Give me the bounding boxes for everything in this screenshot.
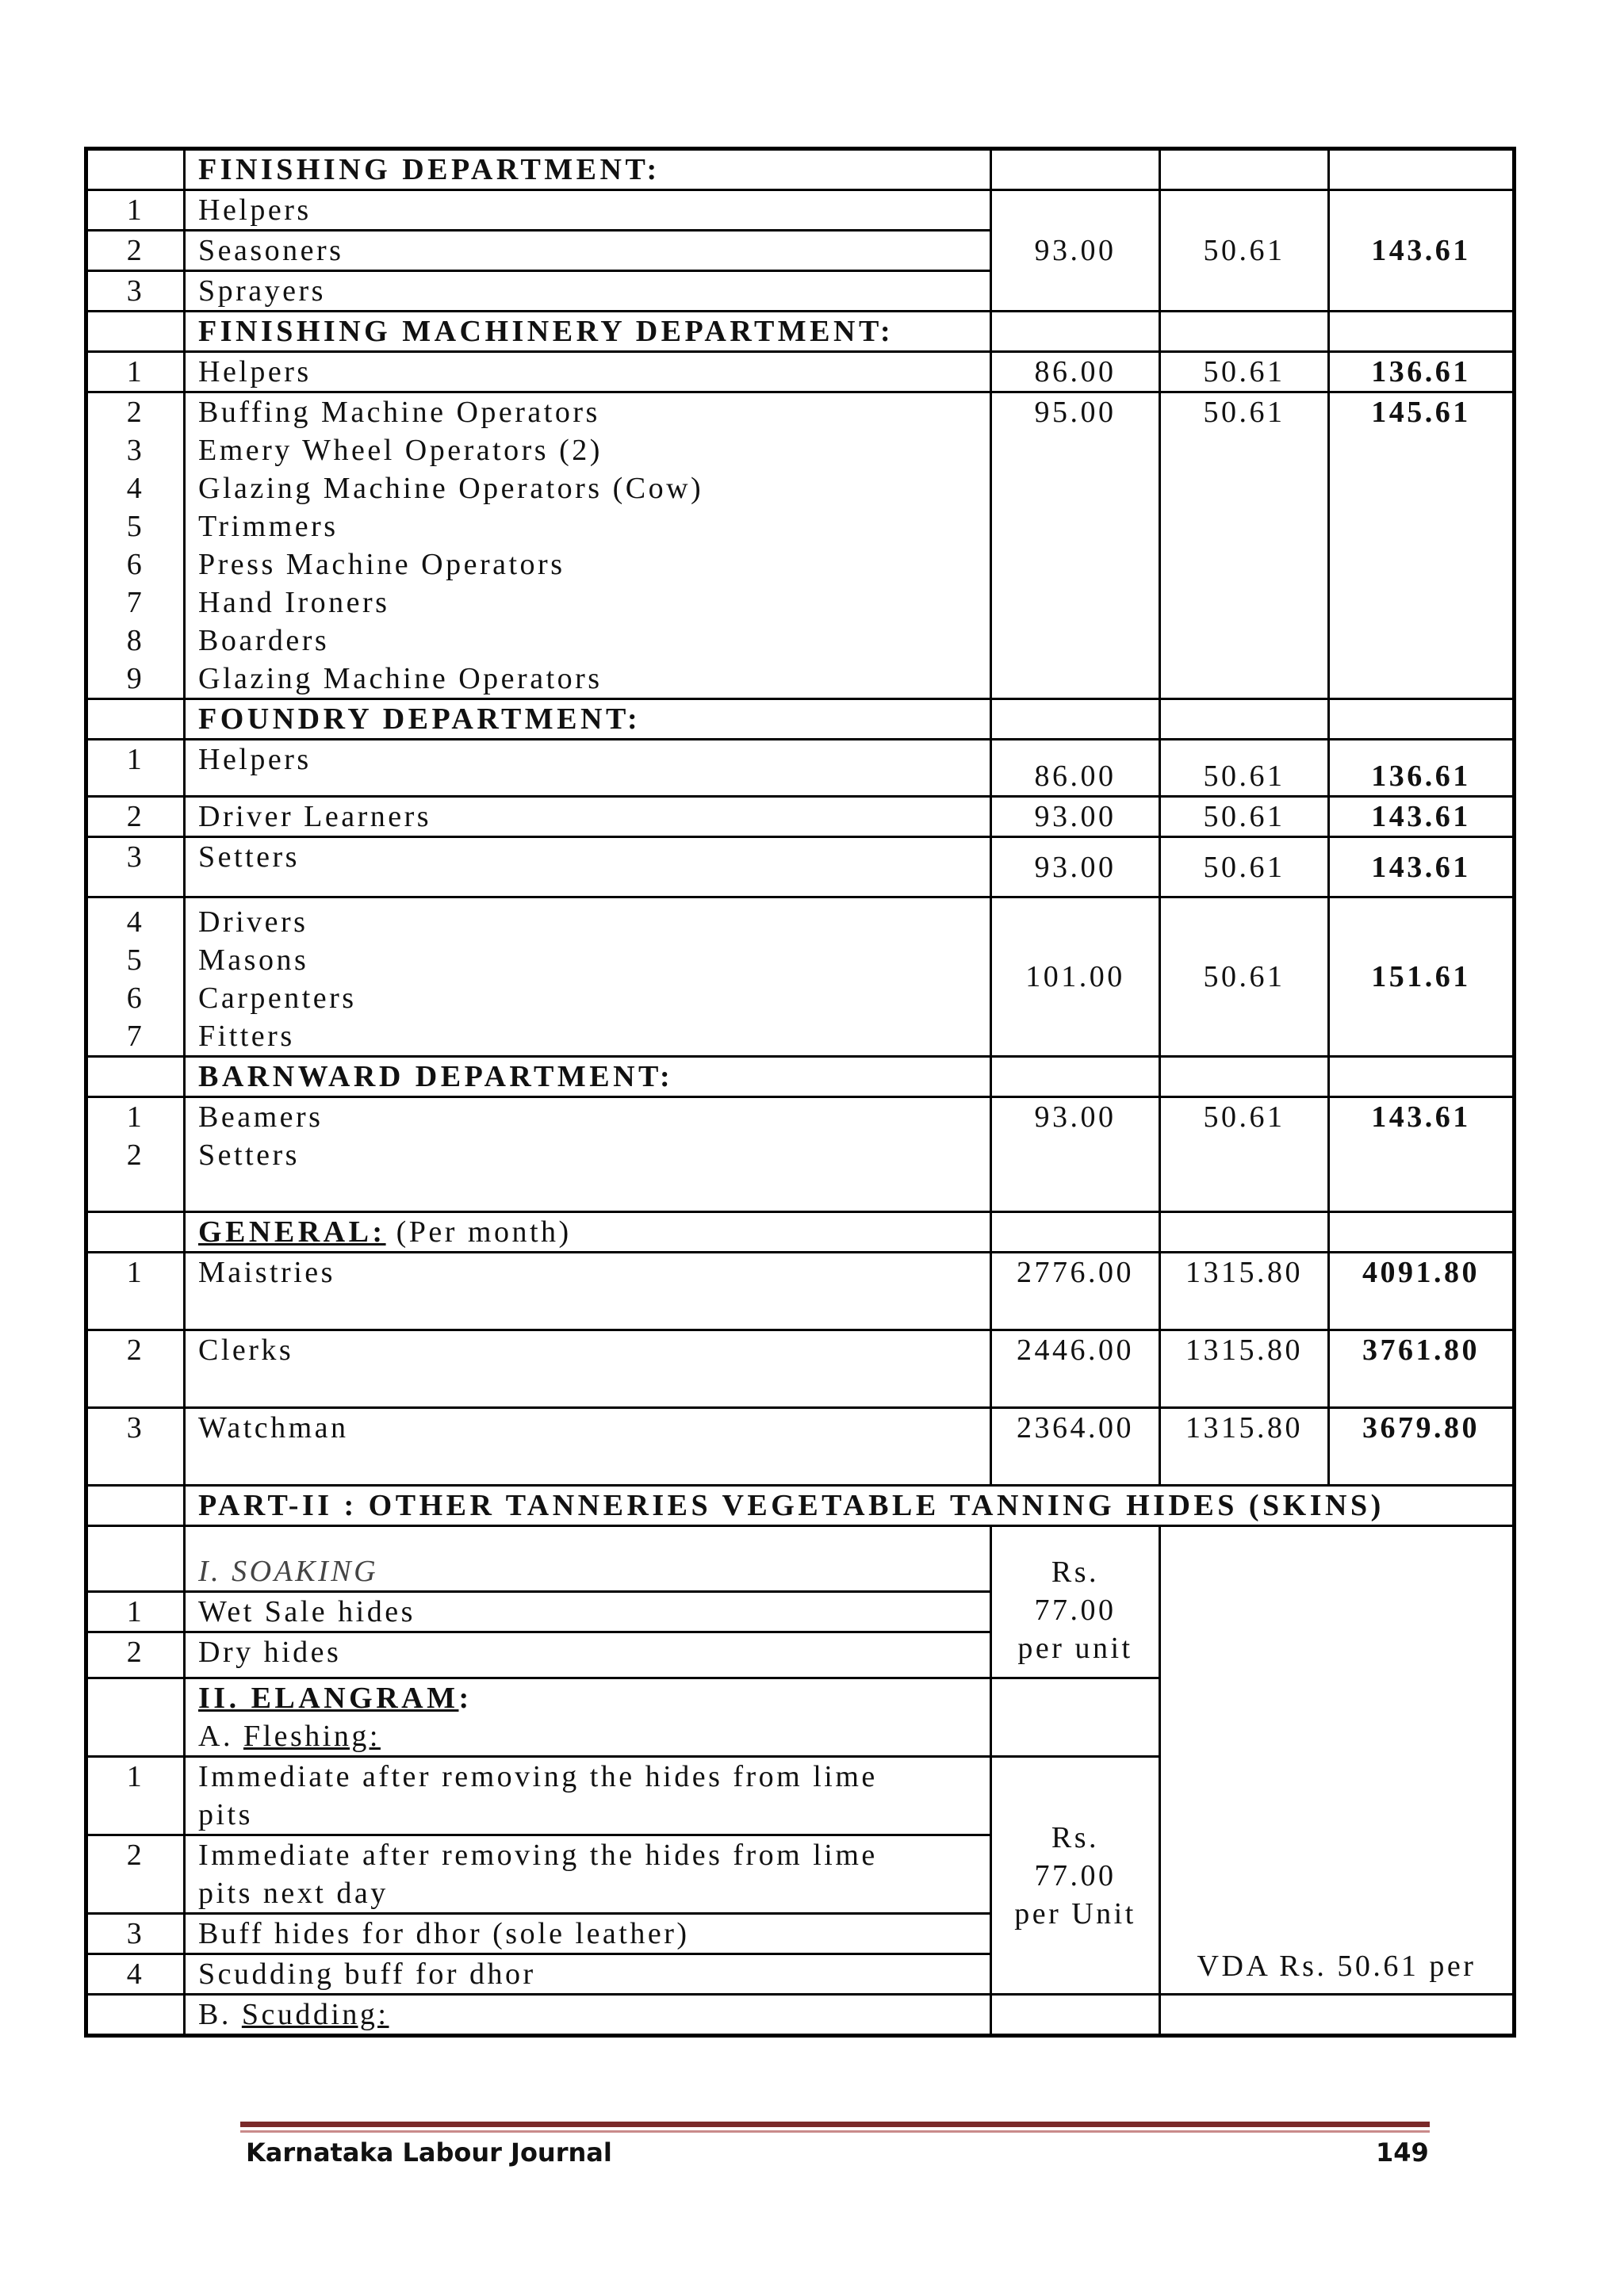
vda-amount: 50.61 (1160, 392, 1329, 699)
elangram-title: II. ELANGRAM (198, 1682, 459, 1715)
row-number: 4 (86, 1954, 185, 1995)
total-wage: 3679.80 (1329, 1408, 1515, 1486)
job-title: Clerks (185, 1330, 991, 1408)
soaking-rate (991, 1526, 1160, 1678)
empty-cell (86, 1678, 185, 1757)
empty-cell (86, 149, 185, 190)
job-title: Helpers (185, 352, 991, 392)
journal-name: Karnataka Labour Journal (246, 2137, 612, 2168)
empty-cell (1160, 699, 1329, 740)
fleshing-label: Fleshing: (243, 1720, 381, 1753)
row-number: 1 (126, 1100, 145, 1134)
vda-amount: 50.61 (1160, 897, 1329, 1057)
empty-cell (991, 1678, 1160, 1757)
empty-cell (1329, 312, 1515, 352)
row-numbers-group (86, 392, 185, 699)
wage-table (84, 147, 1516, 2038)
total-wage: 143.61 (1329, 1097, 1515, 1212)
row-number: 2 (86, 1835, 185, 1914)
empty-cell (1160, 1212, 1329, 1253)
job-title: Drivers (198, 905, 308, 939)
job-title (185, 1835, 991, 1914)
rate-value: 77.00 (1034, 1593, 1116, 1627)
empty-cell (1160, 312, 1329, 352)
job-title: Trimmers (198, 510, 339, 543)
row-number: 3 (86, 837, 185, 897)
row-number: 5 (126, 943, 145, 977)
basic-wage: 93.00 (991, 190, 1160, 312)
basic-wage: 2776.00 (991, 1253, 1160, 1330)
vda-note-cell (1160, 1526, 1515, 1995)
job-title: Boarders (198, 624, 330, 657)
total-wage: 136.61 (1329, 740, 1515, 797)
empty-cell (1160, 1057, 1329, 1097)
row-number: 4 (126, 905, 145, 939)
row-number: 3 (86, 1914, 185, 1954)
basic-wage: 101.00 (991, 897, 1160, 1057)
job-title: Sprayers (185, 271, 991, 312)
empty-cell (1329, 1212, 1515, 1253)
elangram-rate (991, 1757, 1160, 1995)
soaking-label: I. SOAKING (198, 1555, 379, 1588)
row-numbers-group (86, 1097, 185, 1212)
job-title: Setters (198, 1138, 300, 1172)
row-number: 6 (126, 548, 145, 581)
job-title: Emery Wheel Operators (2) (198, 434, 603, 467)
job-title: Wet Sale hides (185, 1592, 991, 1632)
total-wage: 143.61 (1329, 797, 1515, 837)
row-number: 2 (126, 396, 145, 429)
vda-amount: 50.61 (1160, 190, 1329, 312)
row-number: 8 (126, 624, 145, 657)
job-title: Press Machine Operators (198, 548, 565, 581)
general-note: (Per month) (385, 1215, 572, 1249)
total-wage: 4091.80 (1329, 1253, 1515, 1330)
job-title (185, 1757, 991, 1835)
job-title: Hand Ironers (198, 586, 390, 619)
row-number: 5 (126, 510, 145, 543)
empty-cell (1329, 149, 1515, 190)
job-title: Glazing Machine Operators (Cow) (198, 472, 704, 505)
scudding-prefix: B. (198, 1998, 242, 2031)
empty-cell (86, 1212, 185, 1253)
job-title: Glazing Machine Operators (198, 662, 603, 695)
total-wage: 3761.80 (1329, 1330, 1515, 1408)
footer-rule (240, 2122, 1430, 2133)
vda-amount: 50.61 (1160, 797, 1329, 837)
job-title: Fitters (198, 1020, 295, 1053)
job-title: Watchman (185, 1408, 991, 1486)
total-wage: 151.61 (1329, 897, 1515, 1057)
rate-unit: per unit (1017, 1631, 1133, 1665)
vda-amount: 1315.80 (1160, 1330, 1329, 1408)
rate-value: 77.00 (1034, 1858, 1116, 1892)
vda-note: VDA Rs. 50.61 per (1197, 1950, 1477, 1983)
empty-cell (86, 312, 185, 352)
section-title-finishing-machinery: FINISHING MACHINERY DEPARTMENT: (185, 312, 991, 352)
job-titles-group (185, 392, 991, 699)
section-title-foundry: FOUNDRY DEPARTMENT: (185, 699, 991, 740)
row-number: 3 (86, 271, 185, 312)
scudding-label: Scudding: (241, 1998, 389, 2031)
basic-wage: 86.00 (991, 352, 1160, 392)
vda-amount: 1315.80 (1160, 1253, 1329, 1330)
row-number: 1 (86, 740, 185, 797)
job-title: Driver Learners (185, 797, 991, 837)
total-wage: 143.61 (1329, 837, 1515, 897)
empty-cell (991, 312, 1160, 352)
general-title: GENERAL: (198, 1215, 386, 1249)
rate-prefix: Rs. (1051, 1820, 1100, 1854)
row-number: 2 (86, 231, 185, 271)
scudding-title (185, 1995, 991, 2036)
job-title: Buffing Machine Operators (198, 396, 600, 429)
empty-cell (1329, 699, 1515, 740)
basic-wage: 86.00 (991, 740, 1160, 797)
row-number: 3 (126, 434, 145, 467)
job-title: Seasoners (185, 231, 991, 271)
row-number: 3 (86, 1408, 185, 1486)
job-title-line: Immediate after removing the hides from lime (198, 1839, 878, 1872)
empty-cell (991, 1057, 1160, 1097)
empty-cell (86, 1526, 185, 1592)
job-title: Helpers (185, 740, 991, 797)
part-two-title: PART-II : OTHER TANNERIES VEGETABLE TANNING HIDES (SKINS) (185, 1486, 1515, 1526)
row-number: 7 (126, 586, 145, 619)
row-number: 7 (126, 1020, 145, 1053)
row-number: 2 (126, 1138, 145, 1172)
empty-cell (86, 1057, 185, 1097)
soaking-title (185, 1526, 991, 1592)
row-numbers-group (86, 897, 185, 1057)
job-title-line: pits (198, 1798, 253, 1831)
job-title: Dry hides (185, 1632, 991, 1678)
job-title: Maistries (185, 1253, 991, 1330)
section-title-barnward: BARNWARD DEPARTMENT: (185, 1057, 991, 1097)
row-number: 1 (86, 1253, 185, 1330)
row-number: 2 (86, 1632, 185, 1678)
section-title-general (185, 1212, 991, 1253)
job-title-line: pits next day (198, 1877, 389, 1910)
vda-amount: 50.61 (1160, 352, 1329, 392)
empty-cell (991, 1995, 1160, 2036)
empty-cell (991, 699, 1160, 740)
vda-amount: 50.61 (1160, 837, 1329, 897)
row-number: 6 (126, 982, 145, 1015)
vda-amount: 50.61 (1160, 740, 1329, 797)
total-wage: 143.61 (1329, 190, 1515, 312)
job-titles-group (185, 1097, 991, 1212)
row-number: 1 (86, 1592, 185, 1632)
job-title: Setters (185, 837, 991, 897)
row-number: 2 (86, 1330, 185, 1408)
row-number: 2 (86, 797, 185, 837)
job-title: Scudding buff for dhor (185, 1954, 991, 1995)
job-title: Helpers (185, 190, 991, 231)
total-wage: 136.61 (1329, 352, 1515, 392)
section-title-finishing: FINISHING DEPARTMENT: (185, 149, 991, 190)
empty-cell (86, 699, 185, 740)
basic-wage: 2446.00 (991, 1330, 1160, 1408)
row-number: 1 (86, 1757, 185, 1835)
row-number: 4 (126, 472, 145, 505)
basic-wage: 93.00 (991, 837, 1160, 897)
total-wage: 145.61 (1329, 392, 1515, 699)
job-title-line: Immediate after removing the hides from lime (198, 1760, 878, 1793)
elangram-colon: : (458, 1682, 473, 1715)
basic-wage: 93.00 (991, 797, 1160, 837)
row-number: 9 (126, 662, 145, 695)
job-titles-group (185, 897, 991, 1057)
row-number: 1 (86, 190, 185, 231)
empty-cell (991, 1212, 1160, 1253)
rate-unit: per Unit (1014, 1896, 1136, 1931)
job-title: Buff hides for dhor (sole leather) (185, 1914, 991, 1954)
basic-wage: 95.00 (991, 392, 1160, 699)
empty-cell (991, 149, 1160, 190)
page-number: 149 (1376, 2137, 1429, 2168)
vda-amount: 1315.80 (1160, 1408, 1329, 1486)
empty-cell (1329, 1057, 1515, 1097)
rate-prefix: Rs. (1051, 1555, 1100, 1589)
job-title: Beamers (198, 1100, 324, 1134)
elangram-title-cell (185, 1678, 991, 1757)
job-title: Masons (198, 943, 309, 977)
empty-cell (86, 1995, 185, 2036)
row-number: 1 (86, 352, 185, 392)
basic-wage: 93.00 (991, 1097, 1160, 1212)
job-title: Carpenters (198, 982, 357, 1015)
empty-cell (86, 1486, 185, 1526)
vda-amount: 50.61 (1160, 1097, 1329, 1212)
basic-wage: 2364.00 (991, 1408, 1160, 1486)
empty-cell (1160, 149, 1329, 190)
fleshing-prefix: A. (198, 1720, 243, 1753)
